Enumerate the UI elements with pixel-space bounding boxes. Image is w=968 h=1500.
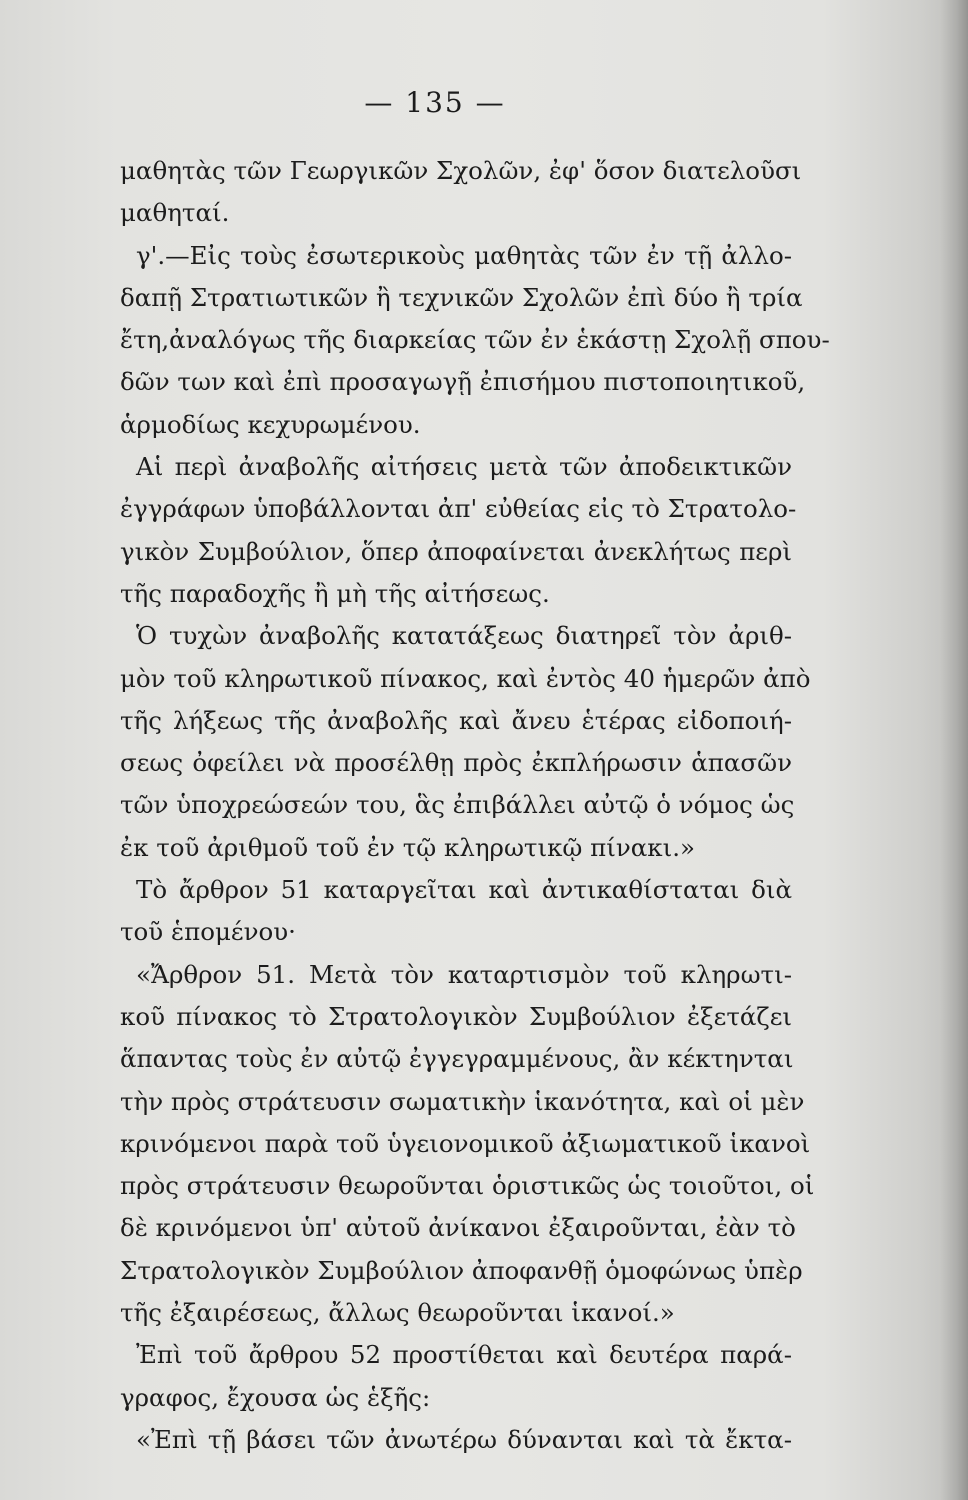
text-line: σεως ὀφείλει νὰ προσέλθῃ πρὸς ἐκπλήρωσιν ἁπασῶν — [120, 748, 792, 778]
text-line: κρινόμενοι παρὰ τοῦ ὑγειονομικοῦ ἀξιωματικοῦ ἱκανοὶ — [120, 1128, 811, 1158]
text-line: δῶν των καὶ ἐπὶ προσαγωγῇ ἐπισήμου πιστοποιητικοῦ, — [120, 367, 806, 397]
text-line: Στρατολογικὸν Συμβούλιον ἀποφανθῇ ὁμοφώνως ὑπὲρ — [120, 1255, 803, 1285]
text-line: πρὸς στράτευσιν θεωροῦνται ὁριστικῶς ὡς τοιοῦτοι, οἱ — [120, 1171, 815, 1201]
text-line: τὴν πρὸς στράτευσιν σωματικὴν ἱκανότητα, καὶ οἱ μὲν — [120, 1086, 805, 1116]
text-line: «Ἄρθρον 51. Μετὰ τὸν καταρτισμὸν τοῦ κληρωτι- — [136, 959, 792, 989]
text-line: Ἐπὶ τοῦ ἄρθρου 52 προστίθεται καὶ δευτέρα παρά- — [136, 1340, 792, 1370]
text-line: γραφος, ἔχουσα ὡς ἑξῆς: — [120, 1382, 431, 1412]
text-line: ἐκ τοῦ ἀριθμοῦ τοῦ ἐν τῷ κληρωτικῷ πίνακι.» — [120, 832, 696, 862]
text-line: ἔτη,ἀναλόγως τῆς διαρκείας τῶν ἐν ἑκάστῃ Σχολῇ σπου- — [120, 325, 830, 355]
text-line: δὲ κρινόμενοι ὑπ' αὐτοῦ ἀνίκανοι ἐξαιροῦνται, ἐὰν τὸ — [120, 1213, 796, 1243]
text-line: μὸν τοῦ κληρωτικοῦ πίνακος, καὶ ἐντὸς 40 ἡμερῶν ἀπὸ — [120, 663, 811, 693]
text-line: ἁρμοδίως κεχυρωμένου. — [120, 409, 421, 439]
text-line: «Ἐπὶ τῇ βάσει τῶν ἀνωτέρω δύνανται καὶ τὰ ἔκτα- — [136, 1424, 792, 1454]
text-line: ἐγγράφων ὑποβάλλονται ἀπ' εὐθείας εἰς τὸ Στρατολο- — [120, 494, 797, 524]
text-line: τῆς ἐξαιρέσεως, ἄλλως θεωροῦνται ἱκανοί.» — [120, 1298, 675, 1328]
text-line: τοῦ ἑπομένου· — [120, 917, 296, 947]
text-line: τῆς λήξεως τῆς ἀναβολῆς καὶ ἄνευ ἑτέρας εἰδοποιή- — [120, 705, 792, 735]
text-line: Αἱ περὶ ἀναβολῆς αἰτήσεις μετὰ τῶν ἀποδεικτικῶν — [136, 452, 792, 482]
text-line: κοῦ πίνακος τὸ Στρατολογικὸν Συμβούλιον ἐξετάζει — [120, 1001, 792, 1031]
text-line: Ὁ τυχὼν ἀναβολῆς κατατάξεως διατηρεῖ τὸν ἀριθ- — [136, 621, 792, 651]
body-text — [120, 150, 830, 1461]
text-line: τῶν ὑποχρεώσεών του, ἃς ἐπιβάλλει αὐτῷ ὁ νόμος ὡς — [120, 790, 795, 820]
text-line: μαθητὰς τῶν Γεωργικῶν Σχολῶν, ἐφ' ὅσον διατελοῦσι — [120, 156, 802, 185]
text-line: γικὸν Συμβούλιον, ὅπερ ἀποφαίνεται ἀνεκλήτως περὶ — [120, 536, 792, 566]
binding-shadow — [940, 0, 968, 1500]
text-line: ἅπαντας τοὺς ἐν αὐτῷ ἐγγεγραμμένους, ἂν κέκτηνται — [120, 1044, 794, 1074]
text-line: δαπῇ Στρατιωτικῶν ἢ τεχνικῶν Σχολῶν ἐπὶ δύο ἢ τρία — [120, 282, 803, 312]
text-line: γ'.—Εἰς τοὺς ἐσωτερικοὺς μαθητὰς τῶν ἐν τῇ ἀλλο- — [136, 240, 792, 270]
text-line: Τὸ ἄρθρον 51 καταργεῖται καὶ ἀντικαθίσταται διὰ — [136, 875, 792, 905]
text-line: μαθηταί. — [120, 198, 230, 228]
text-line: τῆς παραδοχῆς ἢ μὴ τῆς αἰτήσεως. — [120, 578, 550, 608]
page-number: — 135 — — [364, 86, 506, 119]
